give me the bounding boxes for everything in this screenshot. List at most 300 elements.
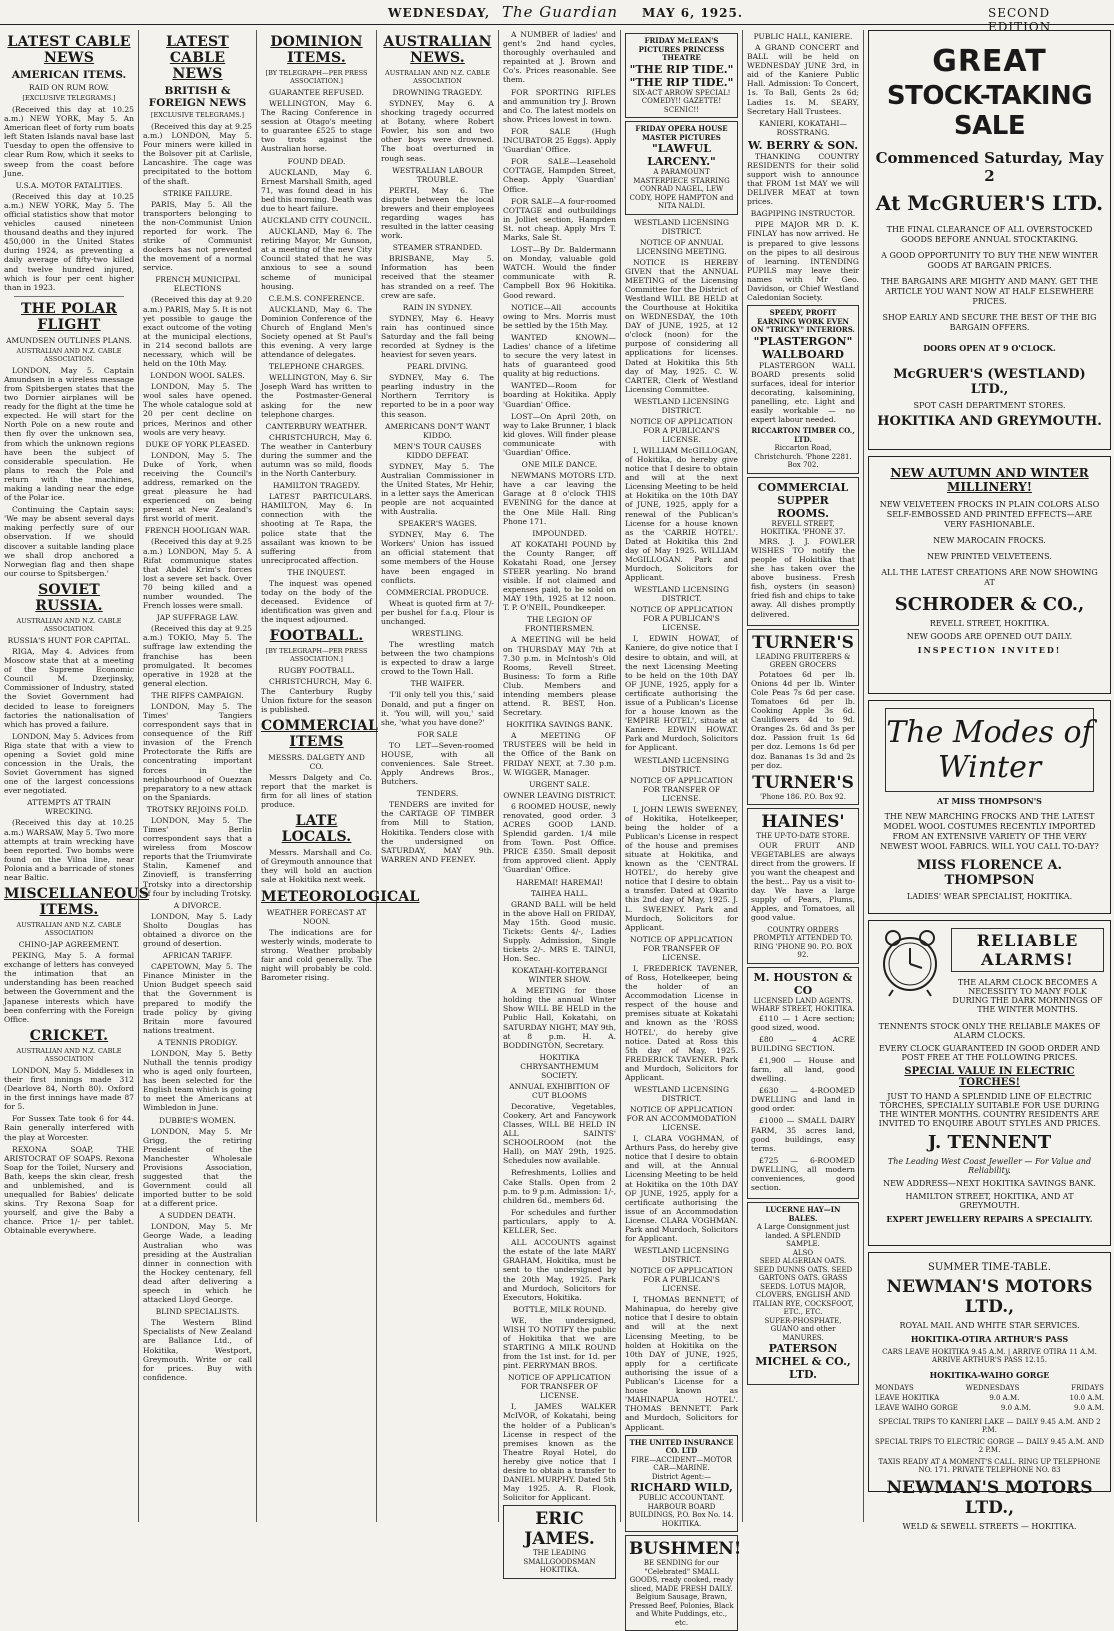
classified-ad: PIPE MAJOR MR D. K. FINLAY has now arrived. He is prepared to give lessons on the pipes to all desirous of learning. INTENDING PUPILS may leave their names with Mr Geo. Davidson, or Chief Westland Caledonian Society. [747,220,859,303]
column-heading: AUSTRALIAN NEWS. [383,34,492,66]
timetable-cell: FRIDAYS [1071,1384,1104,1392]
article-paragraph: PERTH, May 6. The dispute between the local brewers and their employees regarding wages has resulted in the latter ceasing work. [381,185,494,241]
article-paragraph: (Received this day at 9.25 a.m.) LONDON, May 5. A Rifat communique states that Abdel Krim's forces lost a severe set back. Over 70 being killed and a number wounded. The French losses were small. [143,537,252,611]
property-listing: £110 — 1 Acre section; good sized, wood. [751,1013,855,1032]
ad-header: SPEEDY, PROFIT EARNING WORK EVEN ON "TRICKY" INTERIORS. [751,308,855,335]
article-paragraph: (Received this day at 10.25 a.m.) NEW YORK, May 5. The official statistics show that motor vehicles caused nineteen thousand deaths and they injured 450,000 in the United States during 1924, as preventing a daily average of fifty-two killed and twelve hundred injured, which is four per cent higher than in 1923. [4,191,134,292]
masthead-date: MAY 6, 1925. [642,6,744,20]
plastergon-ad [747,305,859,474]
column-australian-news [377,30,499,1522]
modes-details [875,812,1104,852]
subheading: WESTLAND LICENSING DISTRICT. [633,755,730,774]
modes-line: THE NEW MARCHING FROCKS AND THE LATEST MODEL WOOL COSTUMES RECENTLY IMPORTED FROM AN EXTENSIVE VARIETY OF THE VERY NEWEST WOOL FABRICS. WILL YOU CALL TO-DAY? [880,812,1099,851]
subheading: DUKE OF YORK PLEASED. [145,439,250,449]
article-paragraph: LONDON, May 5. Advices from Riga state that with a view to opening a Soviet gold mine concession in the Urals, the Soviet Government has signed one of the largest concessions ever negotiated. [4,731,134,796]
turners-ad [747,629,859,806]
article-paragraph: LONDON, May 5. The Times' Berlin correspondent says that a wireless from Moscow reports that the Triumvirate Stalin, Kamenef and Zinovieff, is transferring Trotsky into a directorship of four by including Trotsky. [143,815,252,898]
article-paragraph: LONDON, May 5. The Duke of York, when receiving the Council's address, remarked on the great pleasure he had experienced on being present at New Zealand's first world of merit. [143,450,252,524]
article-paragraph: LATEST PARTICULARS. HAMILTON, May 6. In connection with the shooting at Te Rapa, the police state that the assailant was known to be suffering from unreciprocated affection. [261,492,372,565]
subheading: COMMERCIAL PRODUCE. [386,587,489,597]
ad-title: BUSHMEN! [629,1539,742,1560]
property-listing: £1,900 — House and farm, all land, good dwelling. [751,1055,855,1084]
millinery-line: NEW VELVETEEN FROCKS IN PLAIN COLORS ALSO SELF-EMBOSSED AND PRINTED EFFECTS—ARE VERY FASHIONABLE. [879,500,1100,529]
tennent-name: J. TENNENT [927,1132,1052,1153]
subheading: AUCKLAND CITY COUNCIL. [261,216,372,226]
ad-title: W. BERRY & SON. [747,138,859,152]
subheading: DROWNING TRAGEDY. [392,88,483,97]
article-paragraph: (Received this day at 10.25 a.m.) WARSAW, May 5. Two more attempts at train wrecking have been reported. Two bombs were found on the Vilna line, near Polonia and a barricade of stones near Baltic. [4,818,134,882]
section-heading: COMMERCIAL ITEMS [261,717,379,750]
column-british-foreign-news [139,30,257,1522]
article-paragraph: BRISBANE, May 5. Information has been received that the steamer has stranded on a reef. The crew are safe. [381,254,494,300]
article-paragraph: WELLINGTON, May 6. Sir Joseph Ward has written to the Postmaster-General asking for the new telephone charges. [261,373,372,419]
ad-text: District Agent:— [651,1472,712,1481]
subheading: HAMILTON TRAGEDY. [273,481,360,491]
classified-ad: A NUMBER of ladies' and gent's 2nd hand cycles, thoroughly overhauled and repainted at J. Brown and Co's. Prices reasonable. See them. [503,30,616,85]
tennent-address-2: HAMILTON STREET, HOKITIKA, AND AT GREYMOUTH. [905,1192,1074,1210]
classified-ad: I, JAMES WALKER McIVOR, of Kokatahi, being the holder of a Publican's License in respect of the premises known as the Theatre Royal Hotel, do hereby give notice that I desire to obtain a transfer to DANIEL MURPHY. Dated 5th May 1925. A. R. Flook, Solicitor for Applicant. [503,1402,616,1503]
article-paragraph: LONDON, May 5. The Times' Tangiers correspondent says that in consequence of the Riff invasion of the French Protectorate the Riffs are concentrating important forces in the neighbourhood of Ouezzan preparatory to a new attack on the Spaniards. [143,701,252,802]
article-paragraph: CHRISTCHURCH, May 6. The weather in Canterbury during the summer and the autumn was so mild, floods in the North Canterbury. [261,432,372,479]
subheading: ANNUAL EXHIBITION OF CUT BLOOMS [509,1081,610,1100]
subheading: THE RIFFS CAMPAIGN. [151,690,244,700]
firm-locations: HOKITIKA AND GREYMOUTH. [877,414,1102,429]
ad-text: SUPER-PHOSPHATE, GUANO and other MANURES. [764,1316,842,1342]
section-heading: FOOTBALL. [269,628,364,645]
section-heading: LATE LOCALS. [281,813,352,846]
column-dominion-items [257,30,420,1522]
divider [14,296,124,297]
column-local-ads [743,30,864,1522]
newmans-address: WELD & SEWELL STREETS — HOKITIKA. [902,1522,1077,1531]
route-times: CARS LEAVE HOKITIKA 9.45 A.M. | ARRIVE OTIRA 11 A.M. ARRIVE ARTHUR'S PASS 12.15. [882,1348,1097,1364]
tennent-ad [868,920,1111,1246]
timetable-title: SUMMER TIME-TABLE. [928,1262,1051,1273]
article-paragraph: AUCKLAND, May 6. Ernest Marshall Smith, aged 71, was found dead in his bed this morning. Death was due to heart failure. [261,167,373,213]
sale-details [875,225,1104,333]
subheading: RUGBY FOOTBALL. [278,666,355,676]
credit-line: [EXCLUSIVE TELEGRAMS.] [150,111,245,119]
newmans-footer: NEWMAN'S MOTORS LTD., [886,1478,1093,1518]
newmans-name: NEWMAN'S MOTORS LTD., [886,1277,1093,1317]
ad-text: A PARAMOUNT MASTERPIECE STARRING CONRAD NAGEL, LEW CODY, HOPE HAMPTON and NITA NALDI. [629,168,734,210]
opera-house-ad [625,121,738,215]
section-heading: SOVIET RUSSIA. [35,581,103,614]
sale-line: A GOOD OPPORTUNITY TO BUY THE NEW WINTER GOODS AT BARGAIN PRICES. [881,251,1098,270]
subheading: OWNER LEAVING DISTRICT. [503,790,616,800]
ad-text: OUR FRUIT AND VEGETABLES are always direct from the growers. If you want the cheapest and the best... Pay us a visit to-day. We have a large supply of Pears, Plums, Apples, and Tomatoes, all good value. [751,840,855,923]
subheading: DUBBIE'S WOMEN. [159,1115,236,1125]
ad-title: "THE RIP TIDE." "THE RIP TIDE." [629,62,734,89]
route-title: HOKITIKA-OTIRA ARTHUR'S PASS [910,1334,1069,1344]
classified-ad: NOTICE—All accounts owing to Mrs. Morris must be settled by the 15th May. [503,302,616,330]
subheading: ATTEMPTS AT TRAIN WRECKING. [27,798,111,817]
ad-header: FRIDAY OPERA HOUSE MASTER PICTURES [635,124,728,142]
subheading: THE INQUEST. [287,567,346,577]
schroder-ad [868,456,1111,694]
ad-text: A Large Consignment just landed. A SPLENDID SAMPLE. [756,1223,850,1249]
subheading: HOKITIKA CHRYSANTHEMUM SOCIETY. [520,1052,599,1080]
subheading: HOKITIKA SAVINGS BANK. [506,720,613,730]
credit-line: [BY TELEGRAPH—PER PRESS ASSOCIATION.] [265,647,368,664]
sale-firm: At McGRUER'S LTD. [875,191,1104,215]
classified-ad: Decorative, Vegetables, Cookery, Art and Fancywork Classes, WILL BE HELD IN ALL SAINTS' SCHOOLROOM (not the Hall), on MAY 29th, 1925. Schedules now available. [503,1101,616,1166]
classified-ad: FOR SPORTING RIFLES and ammunition try J. Brown and Co. The latest models on show. Prices lowest in town. [503,87,616,124]
modes-at: AT MISS THOMPSON'S [937,796,1042,806]
advertising-column [868,30,1111,1531]
subheading: MEN'S TOUR CAUSES KIDDO DEFEAT. [393,441,482,460]
subheading: AMERICANS DON'T WANT KIDDO. [385,421,490,440]
column-notices [621,30,743,1627]
article-paragraph: AUCKLAND, May 6. The Dominion Conference of the Church of England Men's Society opened at St Paul's this evening. A very large attendance of delegates. [261,304,372,360]
subheading: NOTICE OF APPLICATION FOR TRANSFER OF LICENSE. [630,775,733,803]
subheading: AMUNDSEN OUTLINES PLANS. [6,335,132,345]
ad-text: THE LEADING SMALLGOODSMAN HOKITIKA. [523,1549,596,1575]
millinery-line: NEW MAROCAIN FROCKS. [933,536,1046,545]
subheading: FOR SALE [417,729,458,739]
ad-text: MRS. J. J. FOWLER WISHES TO notify the people of Hokitika that she has taken over the above business. Fresh fish, oysters (in season) fried fish and chips to take away. All dishes promptly delivered. [751,536,855,619]
legal-notice: I, JOHN LEWIS SWEENEY, of Hokitika, Hotelkeeper, being the holder of a Publican's License in respect of the house and premises situate at Hokitika, and known as the 'CENTRAL HOTEL', do hereby give notice that I desire to obtain a transfer. Dated at Okarito this 2nd day of May, 1925. J. L. SWEENEY. Park and Murdoch, Solicitors for Applicant. [625,804,738,932]
taxi-note: TAXIS READY AT A MOMENT'S CALL. RING UP TELEPHONE NO. 171. PRIVATE TELEPHONE NO. 83 [878,1458,1101,1474]
property-listing: £80 — 4 ACRE BUILDING SECTION. [751,1034,855,1053]
timetable-cell: 10.0 A.M. [1069,1394,1104,1402]
subheading: KANIERI, KOKATAHI—ROSSTRANG. [759,118,847,137]
article-paragraph: The inquest was opened today on the body of the deceased. Evidence of identification was given and the inquest adjourned. [261,578,372,625]
subheading: WESTLAND LICENSING DISTRICT. [633,1246,730,1265]
modes-title: The Modes of Winter [885,708,1094,792]
legal-notice: I, CLARA VOGHMAN, of Arthurs Pass, do hereby give notice that I desire to obtain and will, at the Annual Licensing Meeting to be held at Hokitika on the 10th DAY OF JUNE, 1925, apply for a certificate authorising the issue of an Accommodation License. CLARA VOGHMAN. Park and Murdoch, Solicitors for Applicant. [625,1134,738,1244]
millinery-line: NEW PRINTED VELVETEENS. [927,552,1052,561]
subheading: NOTICE OF APPLICATION FOR A PUBLICAN'S LICENSE. [630,416,733,444]
subheading: MESSRS. DALGETY AND CO. [268,752,365,771]
article-paragraph: LONDON, May 5. Captain Amundsen in a wireless message from Spitsbergen states that the two Dornier airplanes will be ready for the flight at the time he expected. He will start for the North Pole on a new route and then fly over the unknown sea, from which the unknown regions have been the subject of considerable speculation. He plans to reach the Pole and return with the machines, making a landing near the edge of the Polar ice. [4,365,134,503]
ad-text: PLASTERGON WALL BOARD presents solid surfaces, ideal for interior decorating, kalsomining, panelling, etc. Light and easily workable — no expert labour needed. [751,360,855,425]
subheading: NOTICE OF APPLICATION FOR AN ACCOMMODATION LICENSE. [626,1105,737,1133]
timetable-header-row [875,1384,1104,1392]
firm-name: McGRUER'S (WESTLAND) LTD., [893,367,1086,397]
legal-notice: I, FREDERICK TAVENER, of Ross, Hotelkeeper, being the holder of an Accommodation License in respect of the house and premises situate at Kokatahi and known as the 'ROSS HOTEL', do hereby give notice. Dated at Ross this 5th day of May, 1925. FREDERICK TAVENER. Park and Murdoch, Solicitors for Applicant. [625,963,738,1082]
ad-title: M. HOUSTON & CO [753,970,853,997]
article-paragraph: The indications are for westerly winds, moderate to strong. Weather probably fair and cold generally. The night will probably be cold. Barometer rising. [261,927,372,982]
ad-text: COUNTRY ORDERS PROMPTLY ATTENDED TO. [753,925,853,943]
subheading: ONE MILE DANCE. [521,460,598,470]
timetable-row [875,1394,1104,1402]
classified-ad: A MEETING for those holding the annual Winter Show WILL BE HELD in the Public Hall, Kokatahi, on SATURDAY NIGHT, MAY 9th, at 8 p.m. H. A. BODDINGTON, Secretary. [503,986,616,1050]
supper-rooms-ad [747,477,859,626]
ad-title: TURNER'S [752,772,854,793]
legal-notice: I, WILLIAM McGILLOGAN, of Hokitika, do hereby give notice that I desire to obtain and will at the next Licensing Meeting to be held at Hokitika on the 10th DAY of JUNE, 1925, apply for a renewal of the Publican's License for a house known as the 'CARRIE HOTEL'. Dated at Hokitika this 2nd day of May 1925. WILLIAM McGILLOGAN. Park and Murdoch, Solicitors for Applicant. [625,445,738,583]
ad-text: FIRE—ACCIDENT—MOTOR CAR—MARINE. [631,1455,732,1473]
article-paragraph: SYDNEY, May 6. The pearling industry in the Northern Territory is reported to be in a poor way this season. [381,373,494,419]
special-trip: SPECIAL TRIPS TO KANIERI LAKE — DAILY 9.45 A.M. AND 2 P.M. [878,1418,1101,1434]
alarm-clock-icon [875,926,945,1002]
route-title: HOKITIKA-WAIHO GORGE [929,1370,1050,1380]
sale-start: Commenced Saturday, May 2 [875,149,1104,185]
subheading: NOTICE OF APPLICATION FOR A PUBLICAN'S LICENSE. [630,605,733,633]
article-paragraph: LONDON, May 5. Mr George Wade, a leading Australian who was presiding at the Australian dinner in connection with the Hockey centenary, fell dead after delivering a speech in which he attacked Lloyd George. [143,1222,252,1305]
ad-text: THE UP-TO-DATE STORE. [756,832,850,841]
timetable-cell: 9.0 A.M. [989,1394,1020,1402]
subheading: WESTLAND LICENSING DISTRICT. [633,396,730,415]
article-paragraph: AUCKLAND, May 6. The retiring Mayor, Mr Gunson, at a meeting of the new City Council stated that he was anxious to see a sound scheme of municipal housing. [261,227,372,291]
timetable-cell: 9.0 A.M. [1000,1404,1031,1412]
houston-ad [747,967,859,1200]
article-paragraph: WELLINGTON, May 6. The Racing Conference in session at Otago's meeting to guarantee £525 to stage two trots against the Australian horse. [261,99,372,154]
classified-ad: TENDERS are invited for the CARTAGE OF TIMBER from Mill to Station, Hokitika. Tenders close with the undersigned on SATURDAY, MAY 9th. WARREN AND FEENEY. [381,800,494,864]
ad-text: ALSO [792,1248,814,1257]
section-heading: BRITISH & FOREIGN NEWS [148,85,247,109]
classified-ad: LOST—On April 20th, on way to Lake Brunner, 1 black kid gloves. Will finder please communicate with 'Guardian' Office. [503,411,616,458]
timetable-cell: 9.0 A.M. [1073,1404,1104,1412]
classified-ad: ALL ACCOUNTS against the estate of the late MARY GRAHAM, Hokitika, must be sent to the undersigned by the 20th May, 1925. Park and Murdoch, Solicitors for Executors, Hokitika. [503,1238,616,1302]
ad-text: REVELL STREET, HOKITIKA. 'PHONE 37. [760,519,846,537]
timetable-cell: WEDNESDAYS [965,1384,1020,1392]
insurance-ad [625,1435,738,1533]
subheading: BLIND SPECIALISTS. [155,1307,240,1317]
article-paragraph: SYDNEY, May 5. The Australian Commissioner in the United States, Mr Hehir, in a letter says the American people are not acquainted with Australia. [381,461,494,517]
article-paragraph: PEKING, May 5. A formal exchange of letters has conveyed the intimation that an understanding has been reached between the Government and the Japanese interests which have been conferring with the Foreign Office. [4,951,134,1024]
article-paragraph: RIGA, May 4. Advices from Moscow state that at a meeting of the Supreme Economic Council M. Dzerjinsky, Commissioner of Industry, stated the Soviet Government had decided to lease to foreigners factories the nationalisation of which has proved a failure. [4,646,134,729]
subheading: WRESTLING. [411,629,464,639]
subheading: SPEAKER'S WAGES. [398,519,477,529]
ad-header: LUCERNE HAY—IN BALES. [765,1205,841,1223]
section-heading: MISCELLANEOUS ITEMS. [4,886,150,919]
special-trip: SPECIAL TRIPS TO ELECTRIC GORGE — DAILY 9.45 A.M. AND 2 P.M. [875,1438,1104,1454]
column-heading: DOMINION ITEMS. [270,34,363,66]
article-paragraph: LONDON, May 5. The wool sales have opened. The whole catalogue sold at 20 per cent decline on prices, Merinos and other wools are very heavy. [143,382,252,437]
ad-header: FRIDAY McLEAN'S PICTURES PRINCESS THEATRE [638,36,725,62]
masthead [0,0,1114,34]
subheading: THE LEGION OF FRONTIERSMEN. [524,615,595,634]
tennent-tagline: The Leading West Coast Jeweller — For Value and Reliability. [887,1157,1092,1175]
classified-ad: 6 ROOMED HOUSE, newly renovated, good order. 3 ACRES GOOD LAND. Splendid garden. 1/4 mile from Town. Post Office. PRICE £350. Small deposit from approved client. Apply 'Guardian' Office. [503,801,616,875]
article-paragraph: SYDNEY, May 6. A shocking tragedy occurred at Botany, where Robert Fowler, his son and two other boys were drowned. The boat overturned in rough seas. [381,99,494,163]
article-paragraph: LONDON, May 5. Mr Grigg, the retiring President of the Manchester Wholesale Provisions Association, suggested that the Government could all imported butter to be sold at a different price. [143,1126,252,1209]
ad-text: SIX-ACT ARROW SPECIAL! COMEDY!! GAZETTE! SCENIC!! [632,88,731,114]
section-heading: METEOROLOGICAL [261,888,420,905]
schroder-name: SCHRODER & CO., [894,594,1085,615]
schroder-note: NEW GOODS ARE OPENED OUT DAILY. [906,632,1073,641]
classified-ad: A MEETING will be held on THURSDAY MAY 7th at 7.30 p.m. in McIntosh's Old Rooms, Revell Street. Business: To form a Rifle Club. Members and intending members please attend. R. BEST, Hon. Secretary. [503,635,616,718]
subheading: JAP SUFFRAGE LAW. [156,613,239,623]
ad-text: BE SENDING for our "Celebrated" SMALL GOODS, ready cooked, ready sliced, MADE FRESH DAILY. Belgium Sausage, Brawn, Pressed Beef, Polonies, Black and White Puddings, etc., etc. [629,1559,734,1627]
article-paragraph: Messrs. Marshall and Co. of Greymouth announce that they will hold an auction sale at Hokitika next week. [261,848,372,885]
sale-headline: GREAT [932,44,1047,79]
subheading: TROTSKY REJOINS FOLD. [146,804,249,814]
article-paragraph: LONDON, May 5. Lady Sholto Douglas has obtained a divorce on the ground of desertion. [143,911,252,949]
subheading: TAIHEA HALL. [530,888,589,898]
classified-ad: TO LET—Seven-roomed HOUSE, with all conveniences. Sale Street. Apply Andrews Bros., Butchers. [381,740,494,787]
ad-text: RING 'PHONE 90. P.O. BOX 92. [753,942,853,960]
subheading: TELEPHONE CHARGES. [268,362,365,372]
subheading: TENDERS. [416,789,459,799]
subheading: U.S.A. MOTOR FATALITIES. [15,180,123,190]
classified-ad: WE, the undersigned, WISH TO NOTIFY the public of Hokitika that we are STARTING A MILK ROUND from the 1st inst. for 1d. per pint. FERRYMAN BROS. [503,1315,616,1371]
classified-ad: A MEETING OF TRUSTEES will be held in the Office of the Bank on FRIDAY NEXT, at 7.30 p.m. W. WIGGER, Manager. [503,731,616,777]
firm-tagline: SPOT CASH DEPARTMENT STORES. [913,401,1066,410]
subheading: CHINO-JAP AGREEMENT. [18,940,120,950]
alarm-text [951,926,1104,1018]
article-paragraph: 'I'll only tell you this,' said Donald, and put a finger on it. 'You will, will you,' said she, 'what you have done?' [381,690,494,727]
subheading: FRENCH MUNICIPAL ELECTIONS [155,275,240,294]
subheading: WESTLAND LICENSING DISTRICT. [633,217,730,236]
millinery-headline: NEW AUTUMN AND WINTER MILLINERY! [890,466,1089,494]
classified-ad: For schedules and further particulars, apply to A. KELLER, Sec. [503,1207,616,1236]
credit-line: AUSTRALIAN AND N.Z. CABLE ASSOCIATION. [16,346,122,363]
alarm-line: THE ALARM CLOCK BECOMES A NECESSITY TO MANY FOLK DURING THE DARK MORNINGS OF THE WINTER MONTHS. [952,978,1103,1014]
subheading: HAREMAI! HAREMAI! [516,877,603,887]
ad-text: Potatoes 6d per lb. Onions 4d per lb. Winter Cole Peas 7s 6d per case. Tomatoes 6d per lb. Cooking Apple 3s 6d. Cauliflowers 4d to 9d. Oranges 2s. 6d and 3s per doz. Passion fruit 1s 6d per doz. Lemons 1s 6d per doz. Bananas 1s 3d and 2s per doz. [751,669,855,770]
subheading: WESTRALIAN LABOUR TROUBLE. [392,165,483,184]
section-heading: THE POLAR FLIGHT [20,300,118,333]
column-classifieds [499,30,621,1575]
sale-line: THE BARGAINS ARE MIGHTY AND MANY. GET THE ARTICLE YOU WANT NOW AT HALF ELSEWHERE PRICES. [880,277,1099,306]
ad-title: RICHARD WILD, [630,1481,733,1495]
alarm-header [875,926,1104,1018]
subheading: URGENT SALE. [529,779,590,789]
subheading: AFRICAN TARIFF. [162,951,233,961]
masthead-paper-name: The Guardian [502,3,619,21]
credit-line: [EXCLUSIVE TELEGRAMS.] [22,94,116,102]
subheading: PUBLIC HALL, KANIERE. [753,32,853,41]
article-paragraph: The Western Blind Specialists of New Zealand are Ballance Ltd., of Hokitika, Westport, Greymouth. Write or call for prices. Buy with confidence. [143,1318,252,1382]
newmans-motors-ad [868,1252,1111,1531]
schroder-invite: INSPECTION INVITED! [917,645,1062,655]
subheading: LONDON WOOL SALES. [150,371,245,381]
subheading: C.E.M.S. CONFERENCE. [268,293,365,303]
column-heading: LATEST CABLE NEWS [166,34,229,82]
modes-name-sub: LADIES' WEAR SPECIALIST, HOKITIKA. [906,892,1073,901]
credit-line: AUSTRALIAN AND N.Z. CABLE ASSOCIATION [16,1046,122,1063]
subheading: PEARL DIVING. [407,362,468,372]
legal-notice: I, EDWIN HOWAT, of Kaniere, do give notice that I desire to obtain, and will, at the next Licensing Meeting to be held on the 10th DAY OF JUNE, 1925, apply for a certificate authorising the issue of a Publican's License for a house known as the 'EMPIRE HOTEL', situate at Kaniere. EDWIN HOWAT. Park and Murdoch, Solicitors for Applicant. [625,634,738,753]
picture-theatre-ad [625,33,738,118]
article-paragraph: LONDON, May 5. Betty Nuthall the tennis prodigy who is aged only fourteen, has been selected for the English team which is going to meet the Americans at Wimbledon in June. [143,1048,252,1113]
article-paragraph: (Received this day at 9.25 a.m.) LONDON, May 5. Four miners were killed in the Bolsover pit at Carlisle, Lancashire. The cage was precipitated to the bottom of the shaft. [143,122,252,186]
classified-ad: THANKING COUNTRY RESIDENTS for their solid support wish to announce that FROM 1st MAY we will DELIVER MEAT at town prices. [747,151,859,207]
subheading: THE WAIFER. [410,679,465,689]
subheading: RAID ON RUM ROW. [28,83,110,92]
ad-title: "PLASTERGON" WALLBOARD [753,334,853,361]
sale-headline-2: STOCK-TAKING SALE [886,81,1093,141]
eric-james-ad [503,1505,616,1579]
section-heading: AMERICAN ITEMS. [11,69,127,81]
ad-text: 'Phone 186. P.O. Box 92. [759,792,846,801]
article-paragraph: CAPETOWN, May 5. The Finance Minister in the Union Budget speech said that the Government is prepared to modify the trade policy by giving Britain more favoured nations treatment. [143,962,252,1035]
article-paragraph: Messrs Dalgety and Co. report that the market is firm for all lines of station produce. [261,772,372,810]
classified-ad: GRAND BALL will be held in the above Hall on FRIDAY, May 15th. Good music. Tickets: Gents 4/-, Ladies Supply. Admission, Single tickets 2/-. MRS E. TAINUI, Hon. Sec. [503,899,616,964]
sale-line: THE FINAL CLEARANCE OF ALL OVERSTOCKED GOODS BEFORE ANNUAL STOCKTAKING. [886,225,1093,244]
ad-text: SEED ALGERIAN OATS. SEED DUNNS OATS. SEED GARTONS OATS. GRASS SEEDS. LOTUS MAJOR, CLOVERS, ENGLISH AND ITALIAN RYE, COCKSFOOT, ETC., ETC. [752,1257,854,1317]
ad-text: PUBLIC ACCOUNTANT. HARBOUR BOARD BUILDINGS, P.O. Box No. 14. HOKITIKA. [629,1494,734,1528]
credit-line: AUSTRALIAN AND N.Z. CABLE ASSOCIATION. [16,616,122,633]
ad-text: LEADING FRUITERERS & GREEN GROCERS [755,652,851,670]
article-paragraph: (Received this day at 10.25 a.m.) NEW YORK, May 5. An American fleet of forty rum boats left Staten Islands naval base last Tuesday to open the offensive to clear Rum Row, which it seeks to sweep from the coast before June. [4,105,134,178]
subheading: WESTLAND LICENSING DISTRICT. [633,585,730,604]
sale-line: SHOP EARLY AND SECURE THE BEST OF THE BIG BARGAIN OFFERS. [882,313,1097,332]
millinery-line: ALL THE LATEST CREATIONS ARE NOW SHOWING AT [881,568,1098,587]
bushmen-ad [625,1535,742,1631]
property-listing: £725 — 6-ROOMED DWELLING, all modern conveniences, good section. [751,1155,855,1193]
alarm-line: TENNENTS STOCK ONLY THE RELIABLE MAKES OF ALARM CLOCKS. [878,1022,1101,1040]
classified-ad: FOR SALE—Leasehold COTTAGE, Hampden Street, Cheap. Apply 'Guardian' Office. [503,157,616,194]
subheading: BAGPIPING INSTRUCTOR. [750,209,856,219]
ad-text: RICCARTON TIMBER CO., LTD. [751,426,855,444]
subheading: FRENCH HOOLIGAN WAR. [144,526,251,536]
classified-ad: FOR SALE—A four-roomed COTTAGE and outbuildings in Jolliet section, Hampden St. not cheap. Apply Mrs T. Marks, Sale St. [503,196,616,242]
ad-title: COMMERCIAL SUPPER ROOMS. [757,480,849,520]
newmans-services: ROYAL MAIL AND WHITE STAR SERVICES. [899,1321,1080,1330]
haines-ad [747,808,859,963]
article-paragraph: (Received this day at 9.25 a.m.) TOKIO, May 5. The suffrage law extending the franchise has been promulgated. It becomes operative in 1928 at the general election. [143,624,252,688]
column-latest-cable-news [0,30,150,1522]
subheading: FOUND DEAD. [287,156,346,166]
subheading: CANTERBURY WEATHER. [265,421,368,431]
ad-title: "LAWFUL LARCENY." [647,142,716,168]
subheading: STEAMER STRANDED. [392,243,483,253]
property-listing: £630 — 4-ROOMED DWELLING and land in good order. [751,1086,855,1114]
subheading: A DIVORCE. [173,900,222,910]
section-heading: CRICKET. [29,1027,109,1044]
tennent-address: NEW ADDRESS—NEXT HOKITIKA SAVINGS BANK. [883,1179,1096,1188]
ad-title: TURNER'S [752,632,854,653]
alarm-line: EVERY CLOCK GUARANTEED IN GOOD ORDER AND POST FREE AT THE FOLLOWING PRICES. [879,1044,1100,1062]
subheading: A SUDDEN DEATH. [159,1211,236,1221]
subheading: GUARANTEE REFUSED. [269,88,364,97]
alarm-headline: RELIABLE ALARMS! [951,928,1104,972]
legal-notice: I, THOMAS BENNETT, of Mahinapua, do hereby give notice that I desire to obtain and will at the next Licensing Meeting, to be holden at Hokitika on the 10th DAY of JUNE, 1925, apply for a certificate authorising the issue of a Publican's License for a house known as 'MAHINAPUA HOTEL'. THOMAS BENNETT. Park and Murdoch, Solicitors for Applicant. [625,1295,738,1432]
classified-ad: AT KOKATAHI POUND by the County Ranger, off Kokatahi Road, one Jersey STEER yearling. No brand visible. If not claimed and expenses paid, to be sold on MAY 19th, 1925 at 12 noon. T. P. O'NEIL, Poundkeeper. [503,539,616,613]
classified-ad: FOR SALE (Hugh INCUBATOR 25 Eggs). Apply 'Guardian' Office. [503,126,616,155]
article-paragraph: Continuing the Captain says: 'We may be absent several days making perfectly sure of our observation. If we should discover a suitable landing place we shall drop anchored a Norwegian flag and then shape our course to Spitsbergen.' [4,505,134,578]
subheading: NOTICE OF APPLICATION FOR TRANSFER OF LICENSE. [508,1373,611,1401]
stocktaking-sale-ad [868,30,1111,450]
article-paragraph: For Sussex Tate took 6 for 44. Rain generally interfered with the play at Worcester. [4,1114,134,1142]
ad-title: HAINES' [761,812,845,833]
classified-ad: A GRAND CONCERT and BALL will be held on WEDNESDAY JUNE 3rd, in aid of the Kaniere Public Hall. Admission: To Concert, 1s. To Ball, Gents 2s 6d; Ladies 1s. M. SEARY, Secretary Hall Trustees. [747,43,859,116]
subheading: WESTLAND LICENSING DISTRICT. [633,1085,730,1104]
timetable-cell: LEAVE WAIHO GORGE [875,1404,958,1412]
ad-text: LICENSED LAND AGENTS. WHARF STREET, HOKITIKA. [751,996,855,1014]
modes-of-winter-ad [868,700,1111,914]
timetable-cell: LEAVE HOKITIKA [875,1394,940,1402]
subheading: KOKATAHI-KOITERANGI WINTER SHOW. [511,966,608,985]
subheading: NOTICE OF APPLICATION FOR TRANSFER OF LICENSE. [630,934,733,962]
tennent-repairs: EXPERT JEWELLERY REPAIRS A SPECIALITY. [886,1214,1093,1224]
doors-open: DOORS OPEN AT 9 O'CLOCK. [923,343,1056,353]
subheading: RAIN IN SYDNEY. [402,302,473,312]
classified-ad: WANTED KNOWN—Ladies' chance of a lifetime to secure the very latest in hats of guaranteed good quality at big reductions. [503,332,616,379]
article-paragraph: (Received this day at 9.20 a.m.) PARIS, May 5. It is not yet possible to gauge the exact outcome of the voting at the municipal elections, in 214 second ballots are necessary, which will be held on the 10th May. [143,295,252,369]
credit-line: AUSTRALIAN AND N.Z. CABLE ASSOCIATION [385,69,490,85]
property-listing: £1000 — SMALL DAIRY FARM, 35 acres land, good buildings, easy terms. [751,1116,855,1153]
subheading: RUSSIA'S HUNT FOR CAPITAL. [7,635,131,645]
subheading: WEATHER FORECAST AT NOON. [266,907,367,926]
column-heading: LATEST CABLE NEWS [7,34,131,66]
article-paragraph: CHRISTCHURCH, May 6. The Canterbury Rugby Union fixture for the season is published. [261,677,372,714]
masthead-day: WEDNESDAY, [388,6,491,20]
advertisement-text: REXONA SOAP, THE ARISTOCRAT OF SOAPS. Rexona Soap for the Toilet, Nursery and Bath, keeps the skin clear, fresh and unblemished, and is unequalled for Babies' delicate skins. Try Rexona Soap for yourself, and give the Baby a chance. Price 1/- per tablet. Obtainable everywhere. [4,1144,134,1236]
article-paragraph: LONDON, May 5. Middlesex in their first innings made 312 (Dearlove 84, North 80). Oxford in the first innings have made 87 for 5. [4,1065,134,1112]
classified-ad: Refreshments, Lollies and Cake Stalls. Open from 2 p.m. to 9 p.m. Admission: 1/-, children 6d., members 6d. [503,1168,616,1205]
torch-line: JUST TO HAND A SPLENDID LINE OF ELECTRIC TORCHES, SPECIALLY SUITABLE FOR USE DURING THE WINTER MONTHS. COUNTRY RESIDENTS ARE INVITED TO ENQUIRE ABOUT STYLES AND PRICES. [878,1092,1101,1128]
schroder-address: REVELL STREET, HOKITIKA. [929,619,1050,628]
classified-ad: WANTED—Room for boarding at Hokitika. Apply 'Guardian' Office. [503,381,616,409]
masthead-edition: SECOND EDITION [988,6,1052,34]
credit-line: [BY TELEGRAPH—PER PRESS ASSOCIATION.] [265,69,368,85]
article-paragraph: The wrestling match between the two champions is expected to draw a large crowd to the Town Hall. [381,640,494,677]
lucerne-ad [747,1202,859,1385]
